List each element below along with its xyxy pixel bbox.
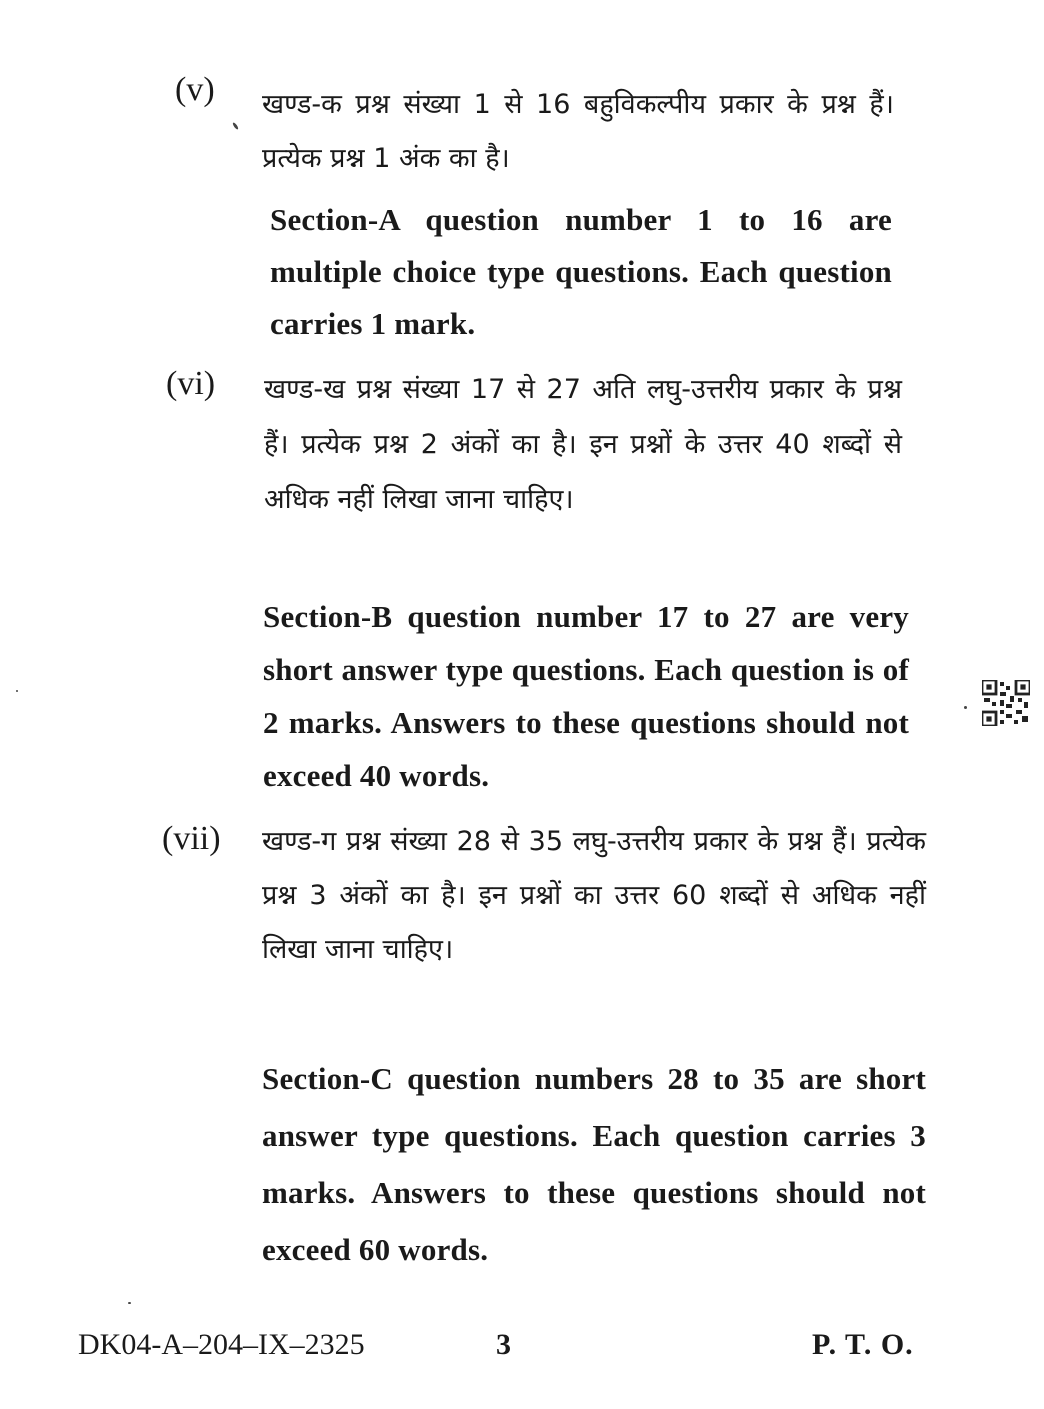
english-instruction: Section-C question numbers 28 to 35 are short answer type questions. Each question carries 3 marks. Answers to these questions should not exceed 60 words. — [262, 1061, 926, 1267]
scan-speck — [964, 706, 967, 709]
english-instruction: Section-B question number 17 to 27 are very short answer type questions. Each question is of 2 marks. Answers to these questions should not exceed 40 words. — [263, 599, 909, 793]
hindi-instruction: खण्ड-ग प्रश्न संख्या 28 से 35 लघु-उत्तरीय प्रकार के प्रश्न हैं। प्रत्येक प्रश्न 3 अंकों का है। इन प्रश्नों का उत्तर 60 शब्दों से अधिक नहीं लिखा जाना चाहिए। — [262, 826, 926, 965]
item-number: (vi) — [166, 365, 216, 402]
english-instruction: Section-A question number 1 to 16 are multiple choice type questions. Each question carries 1 mark. — [270, 202, 892, 341]
scan-speck — [232, 122, 239, 130]
item-number: (vii) — [162, 820, 221, 857]
qr-code-icon — [982, 680, 1030, 726]
scan-speck — [16, 690, 18, 692]
item-number: (v) — [175, 71, 215, 108]
hindi-instruction: खण्ड-ख प्रश्न संख्या 17 से 27 अति लघु-उत्तरीय प्रकार के प्रश्न हैं। प्रत्येक प्रश्न 2 अंकों का है। इन प्रश्नों के उत्तर 40 शब्दों से अधिक नहीं लिखा जाना चाहिए। — [264, 374, 902, 515]
please-turn-over: P. T. O. — [812, 1328, 914, 1361]
hindi-instruction: खण्ड-क प्रश्न संख्या 1 से 16 बहुविकल्पीय प्रकार के प्रश्न हैं। प्रत्येक प्रश्न 1 अंक का है। — [262, 89, 894, 174]
page-number: 3 — [496, 1328, 511, 1361]
paper-code: DK04-A–204–IX–2325 — [78, 1328, 365, 1361]
scan-speck — [128, 1302, 131, 1304]
